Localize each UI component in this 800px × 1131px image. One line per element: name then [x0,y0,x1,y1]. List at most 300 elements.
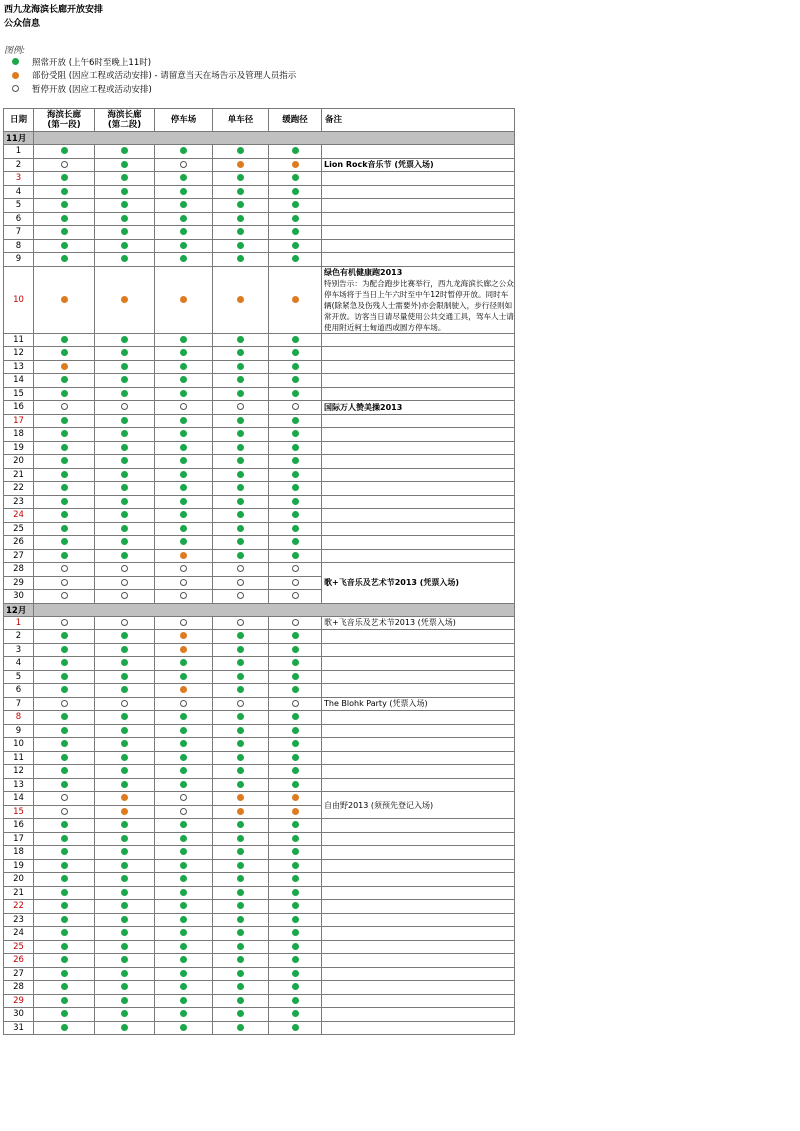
jogging-trail-status-cell [269,792,322,806]
table-row [4,374,515,388]
date-cell: 1 [4,616,34,630]
open-status-icon [292,417,299,424]
promenade-2-status-cell [95,158,155,172]
date-cell: 7 [4,226,34,240]
partial-status-icon [121,296,128,303]
promenade-2-status-cell [95,549,155,563]
open-status-icon [292,336,299,343]
promenade-1-status-cell [34,226,95,240]
jogging-trail-status-cell [269,333,322,347]
jogging-trail-status-cell [269,900,322,914]
jogging-trail-status-cell [269,954,322,968]
open-status-icon [121,943,128,950]
open-status-icon [121,713,128,720]
open-status-icon [237,201,244,208]
remark-cell [322,522,515,536]
parking-status-cell [155,185,213,199]
open-status-icon [237,983,244,990]
table-row [4,226,515,240]
open-status-icon [237,727,244,734]
open-status-icon [121,781,128,788]
promenade-1-status-cell [34,387,95,401]
open-status-icon [237,174,244,181]
legend [12,55,296,96]
header-promenade-1 [34,109,95,132]
cycle-track-status-cell [213,266,269,333]
remark-cell [322,711,515,725]
open-status-icon [121,376,128,383]
table-row [4,1008,515,1022]
date-cell: 22 [4,482,34,496]
closed-status-icon [61,619,68,626]
table-row [4,482,515,496]
remark-cell [322,967,515,981]
cycle-track-status-cell [213,226,269,240]
open-status-icon [180,484,187,491]
date-cell: 26 [4,536,34,550]
cycle-track-status-cell [213,724,269,738]
cycle-track-status-cell [213,1021,269,1035]
promenade-2-status-cell [95,994,155,1008]
promenade-2-status-cell [95,428,155,442]
table-row [4,697,515,711]
promenade-1-status-cell [34,792,95,806]
cycle-track-status-cell [213,374,269,388]
parking-status-cell [155,805,213,819]
cycle-track-status-cell [213,967,269,981]
parking-status-cell [155,226,213,240]
table-row [4,441,515,455]
open-status-icon [61,754,68,761]
jogging-trail-status-cell [269,819,322,833]
table-row [4,724,515,738]
parking-status-cell [155,347,213,361]
table-row [4,522,515,536]
parking-status-cell [155,900,213,914]
parking-status-cell [155,549,213,563]
jogging-trail-status-cell [269,199,322,213]
remark-cell [322,199,515,213]
table-row [4,913,515,927]
closed-status-icon [180,403,187,410]
promenade-2-status-cell [95,482,155,496]
jogging-trail-status-cell [269,873,322,887]
jogging-trail-status-cell [269,172,322,186]
cycle-track-status-cell [213,549,269,563]
date-cell: 8 [4,711,34,725]
jogging-trail-status-cell [269,657,322,671]
parking-status-cell [155,199,213,213]
closed-status-icon [180,579,187,586]
jogging-trail-status-cell [269,522,322,536]
remark-cell [322,954,515,968]
closed-status-icon [121,700,128,707]
open-status-icon [292,255,299,262]
date-cell: 13 [4,360,34,374]
date-cell: 4 [4,657,34,671]
open-status-icon [61,336,68,343]
parking-status-cell [155,697,213,711]
open-status-icon [237,363,244,370]
parking-status-cell [155,563,213,577]
table-row [4,455,515,469]
partial-status-icon [180,632,187,639]
promenade-1-status-cell [34,643,95,657]
date-cell: 14 [4,792,34,806]
promenade-1-status-cell [34,940,95,954]
open-status-icon [292,552,299,559]
open-status-icon [237,188,244,195]
open-status-icon [237,1024,244,1031]
table-row [4,468,515,482]
promenade-1-status-cell [34,738,95,752]
date-cell: 19 [4,441,34,455]
date-cell: 24 [4,927,34,941]
date-cell: 30 [4,1008,34,1022]
promenade-1-status-cell [34,253,95,267]
open-status-icon [61,255,68,262]
table-row [4,347,515,361]
date-cell: 10 [4,738,34,752]
date-cell: 5 [4,670,34,684]
cycle-track-status-cell [213,711,269,725]
month-label: 12月 [4,603,34,616]
open-status-icon [61,511,68,518]
open-status-icon [61,970,68,977]
cycle-track-status-cell [213,199,269,213]
promenade-1-status-cell [34,886,95,900]
schedule-table [3,108,515,1035]
cycle-track-status-cell [213,536,269,550]
open-status-icon [292,242,299,249]
promenade-2-status-cell [95,387,155,401]
cycle-track-status-cell [213,401,269,415]
jogging-trail-status-cell [269,981,322,995]
parking-status-cell [155,670,213,684]
closed-status-icon [180,592,187,599]
remark-cell [322,900,515,914]
date-cell: 22 [4,900,34,914]
open-status-icon [237,889,244,896]
date-cell: 25 [4,940,34,954]
open-status-icon [61,538,68,545]
open-status-icon [237,740,244,747]
open-status-icon [61,659,68,666]
promenade-2-status-cell [95,900,155,914]
promenade-2-status-cell [95,765,155,779]
remark-cell [322,253,515,267]
promenade-1-status-cell [34,967,95,981]
month-row [4,603,515,616]
open-status-icon [180,754,187,761]
closed-status-icon [292,700,299,707]
table-row [4,819,515,833]
parking-status-cell [155,414,213,428]
open-status-icon [292,147,299,154]
open-status-icon [292,457,299,464]
promenade-1-status-cell [34,711,95,725]
open-status-icon [61,228,68,235]
cycle-track-status-cell [213,684,269,698]
open-status-icon [61,201,68,208]
remark-cell [322,468,515,482]
open-status-icon [61,215,68,222]
open-status-icon [121,916,128,923]
open-status-icon [180,147,187,154]
table-row [4,886,515,900]
open-status-icon [180,916,187,923]
remark-cell [322,724,515,738]
date-cell: 17 [4,414,34,428]
open-status-icon [180,174,187,181]
table-row [4,360,515,374]
cycle-track-status-cell [213,994,269,1008]
date-cell: 3 [4,172,34,186]
table-row [4,616,515,630]
remark-cell [322,859,515,873]
open-status-icon [292,862,299,869]
table-row [4,846,515,860]
cycle-track-status-cell [213,832,269,846]
open-status-icon [237,147,244,154]
parking-status-cell [155,266,213,333]
open-status-icon [292,983,299,990]
open-status-icon [61,430,68,437]
date-cell: 23 [4,495,34,509]
remark-cell [322,751,515,765]
open-status-icon [180,201,187,208]
jogging-trail-status-cell [269,994,322,1008]
promenade-2-status-cell [95,253,155,267]
open-status-icon [61,673,68,680]
remark-cell [322,886,515,900]
date-cell: 21 [4,468,34,482]
month-band [34,132,515,145]
cycle-track-status-cell [213,927,269,941]
promenade-2-status-cell [95,495,155,509]
open-status-icon [237,686,244,693]
closed-status-icon [12,85,19,92]
open-status-icon [292,673,299,680]
cycle-track-status-cell [213,522,269,536]
open-status-icon [121,875,128,882]
jogging-trail-status-cell [269,226,322,240]
table-row [4,414,515,428]
promenade-1-status-cell [34,657,95,671]
open-status-icon [61,632,68,639]
open-status-icon [121,673,128,680]
open-status-icon [61,147,68,154]
open-status-icon [61,997,68,1004]
header-jogging-trail: 缓跑径 [269,109,322,132]
cycle-track-status-cell [213,495,269,509]
open-status-icon [180,525,187,532]
remark-cell [322,239,515,253]
partial-status-icon [121,808,128,815]
open-status-icon [121,686,128,693]
promenade-1-status-cell [34,563,95,577]
remark-cell [322,657,515,671]
parking-status-cell [155,253,213,267]
open-status-icon [180,511,187,518]
date-cell: 27 [4,967,34,981]
promenade-1-status-cell [34,832,95,846]
jogging-trail-status-cell [269,684,322,698]
promenade-1-status-cell [34,347,95,361]
header-date: 日期 [4,109,34,132]
date-cell: 11 [4,751,34,765]
date-cell: 28 [4,981,34,995]
remark-cell [322,172,515,186]
remark-cell [322,428,515,442]
header-label: 海滨长廊 [107,110,142,120]
header-sublabel: (第一段) [47,120,81,130]
parking-status-cell [155,765,213,779]
table-row [4,253,515,267]
parking-status-cell [155,616,213,630]
open-status-icon [61,376,68,383]
promenade-2-status-cell [95,199,155,213]
jogging-trail-status-cell [269,805,322,819]
promenade-1-status-cell [34,509,95,523]
date-cell: 31 [4,1021,34,1035]
parking-status-cell [155,387,213,401]
legend-item-open [12,55,296,69]
table-row [4,185,515,199]
partial-status-icon [61,296,68,303]
promenade-1-status-cell [34,414,95,428]
open-status-icon [180,848,187,855]
promenade-2-status-cell [95,738,155,752]
promenade-2-status-cell [95,414,155,428]
parking-status-cell [155,886,213,900]
table-row [4,684,515,698]
promenade-2-status-cell [95,172,155,186]
cycle-track-status-cell [213,873,269,887]
date-cell: 12 [4,765,34,779]
remark-cell [322,684,515,698]
promenade-2-status-cell [95,832,155,846]
table-row [4,172,515,186]
open-status-icon [180,943,187,950]
promenade-2-status-cell [95,1021,155,1035]
open-status-icon [237,713,244,720]
open-status-icon [292,889,299,896]
remark-cell [322,414,515,428]
closed-status-icon [237,403,244,410]
remark-cell [322,226,515,240]
open-status-icon [61,242,68,249]
open-status-icon [121,498,128,505]
date-cell: 10 [4,266,34,333]
date-cell: 5 [4,199,34,213]
cycle-track-status-cell [213,441,269,455]
jogging-trail-status-cell [269,495,322,509]
open-status-icon [121,201,128,208]
page-title: 西九龙海滨长廊开放安排 [4,5,104,15]
cycle-track-status-cell [213,172,269,186]
open-status-icon [61,646,68,653]
remark-cell [322,846,515,860]
closed-status-icon [292,579,299,586]
closed-status-icon [237,565,244,572]
open-status-icon [237,255,244,262]
promenade-1-status-cell [34,536,95,550]
date-cell: 7 [4,697,34,711]
table-row [4,333,515,347]
promenade-2-status-cell [95,684,155,698]
table-row [4,199,515,213]
month-label: 11月 [4,132,34,145]
page-subtitle: 公众信息 [4,19,41,29]
closed-status-icon [61,794,68,801]
remark-cell [322,509,515,523]
parking-status-cell [155,927,213,941]
open-status-icon [292,188,299,195]
closed-status-icon [61,565,68,572]
remark-cell [322,778,515,792]
legend-label: 暂停开放 (因应工程或活动安排) [32,84,152,95]
open-status-icon [237,390,244,397]
table-row [4,428,515,442]
open-status-icon [121,161,128,168]
cycle-track-status-cell [213,212,269,226]
promenade-2-status-cell [95,913,155,927]
open-status-icon [180,1024,187,1031]
open-status-icon [237,970,244,977]
open-status-icon [237,552,244,559]
open-status-icon [121,188,128,195]
table-row [4,738,515,752]
table-row [4,873,515,887]
partial-status-icon [180,646,187,653]
open-status-icon [237,646,244,653]
jogging-trail-status-cell [269,441,322,455]
jogging-trail-status-cell [269,616,322,630]
jogging-trail-status-cell [269,967,322,981]
jogging-trail-status-cell [269,643,322,657]
parking-status-cell [155,630,213,644]
cycle-track-status-cell [213,616,269,630]
jogging-trail-status-cell [269,347,322,361]
table-row [4,778,515,792]
open-status-icon [180,471,187,478]
open-status-icon [121,632,128,639]
open-status-icon [237,471,244,478]
open-status-icon [292,767,299,774]
table-row [4,670,515,684]
remark-cell [322,387,515,401]
closed-status-icon [180,619,187,626]
parking-status-cell [155,239,213,253]
open-status-icon [121,1010,128,1017]
remark-cell [322,549,515,563]
cycle-track-status-cell [213,455,269,469]
date-cell: 20 [4,873,34,887]
closed-status-icon [121,592,128,599]
cycle-track-status-cell [213,751,269,765]
closed-status-icon [61,808,68,815]
promenade-2-status-cell [95,697,155,711]
open-status-icon [237,875,244,882]
date-cell: 25 [4,522,34,536]
promenade-2-status-cell [95,670,155,684]
open-status-icon [61,835,68,842]
open-status-icon [121,511,128,518]
promenade-1-status-cell [34,927,95,941]
parking-status-cell [155,967,213,981]
promenade-2-status-cell [95,441,155,455]
